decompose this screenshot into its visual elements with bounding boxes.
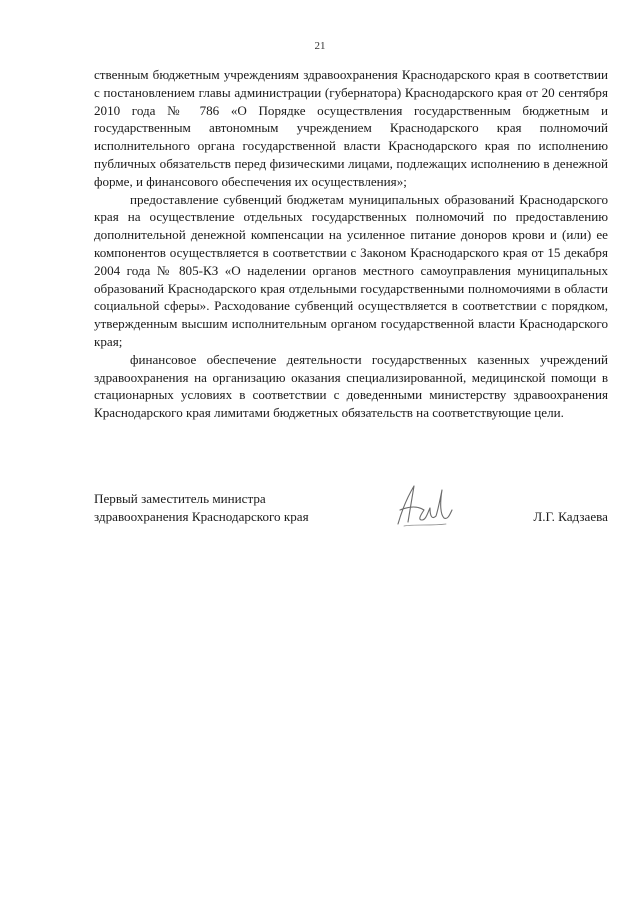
signer-title-line-2: здравоохранения Краснодарского края xyxy=(94,509,309,524)
handwritten-signature-icon xyxy=(390,480,460,532)
signer-name: Л.Г. Кадзаева xyxy=(533,509,608,524)
signer-title xyxy=(94,490,309,526)
document-body xyxy=(94,66,608,422)
signer-title-line-1: Первый заместитель министра xyxy=(94,491,266,506)
page-number: 21 xyxy=(314,40,326,52)
paragraph-financing: финансовое обеспечение деятельности государственных казенных учреждений здравоохранения на организацию оказания специализированной, медицинской помощи в стационарных условиях в соответствии с доведенными министерству здравоохранения Краснодарского края лимитами бюджетных обязательств на соответствующие цели. xyxy=(94,351,608,421)
paragraph-continuation: ственным бюджетным учреждениям здравоохранения Краснодарского края в соответствии с постановлением главы администрации (губернатора) Краснодарского края от 20 сентября 2010 года № 786 «О Порядке осуществления государственным бюджетным и государственным автономным учреждением Краснодарского края полномочий исполнительного органа государственной власти Краснодарского края по исполнению публичных обязательств перед физическими лицами, подлежащих исполнению в денежной форме, и финансового обеспечения их осуществления»; xyxy=(94,67,608,189)
paragraph-subventions: предоставление субвенций бюджетам муниципальных образований Краснодарского края на осуществление отдельных государственных полномочий по предоставлению дополнительной денежной компенсации на усиленное питание доноров крови и (или) ее компонентов осуществляется в соответствии с Законом Краснодарского края от 15 декабря 2004 года № 805-КЗ «О наделении органов местного самоуправления муниципальных образований Краснодарского края отдельными государственными полномочиями в области социальной сферы». Расходование субвенций осуществляется в соответствии с порядком, утвержденным высшим исполнительным органом государственной власти Краснодарского края; xyxy=(94,191,608,349)
signature-block xyxy=(94,490,608,550)
